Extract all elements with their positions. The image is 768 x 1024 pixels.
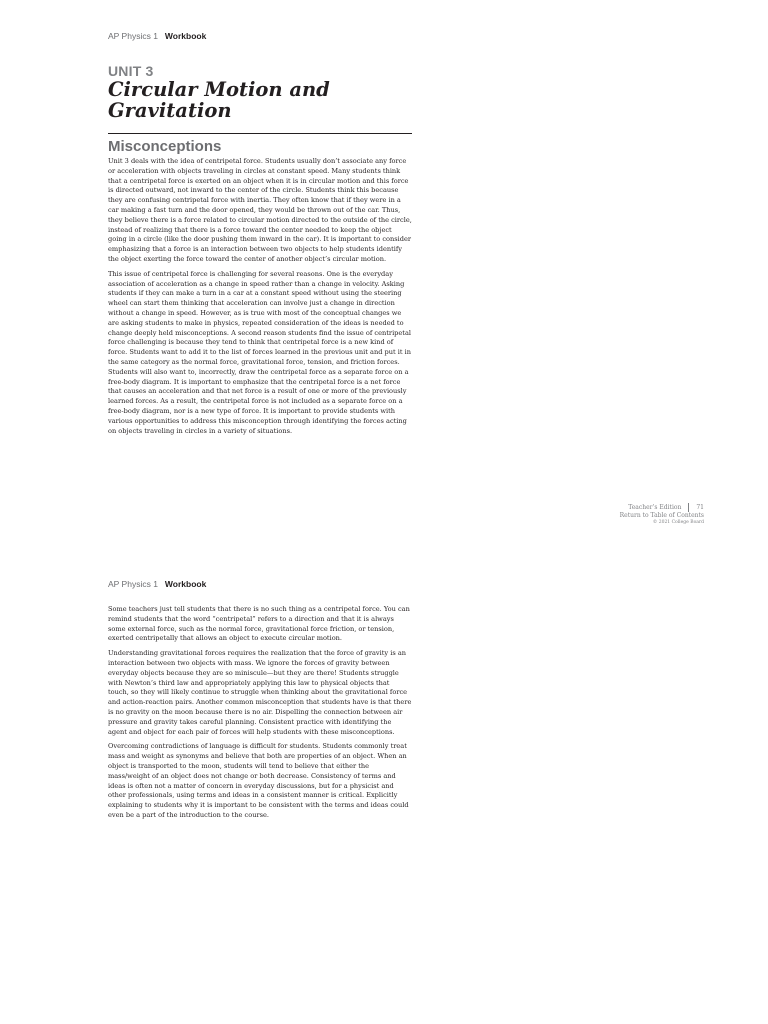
- workbook-label: Workbook: [164, 31, 207, 41]
- paragraph: Some teachers just tell students that there is no such thing as a centripetal force. You can remind students that the word “centripetal” refers to a direction and that it is always some external force, such as the normal force, gravitational force friction, or tension, exerted centripetally that allows an object to execute circular motion.: [108, 605, 410, 643]
- running-head: [108, 579, 206, 589]
- workbook-label: Workbook: [164, 579, 207, 589]
- running-head: [108, 31, 206, 41]
- paragraph: Understanding gravitational forces requires the realization that the force of gravity is an interaction between two objects with mass. We ignore the forces of gravity between everyday objects because they are so miniscule—but they are there! Students struggle with Newton’s third law and appropriately applying this law to physical objects that touch, so they will likely continue to struggle when thinking about the gravitational force and action-reaction pairs. Another common misconception that students have is that there is no gravity on the moon because there is no air. Dispelling the connection between air pressure and gravity takes careful planning. Consistent practice with identifying the agent and object for each pair of forces will help students with these misconceptions.: [108, 649, 412, 736]
- unit-label: UNIT 3: [108, 63, 154, 79]
- paragraph: Unit 3 deals with the idea of centripetal force. Students usually don’t associate any force or acceleration with objects traveling in circles at constant speed. Many students think that a centripetal force is exerted on an object when it is in circular motion and this force is directed outward, not inward to the center of the circle. Students think this because they are confusing centripetal force with inertia. They often know that if they were in a car making a fast turn and the door opened, they would be thrown out of the car. Thus, they believe there is a force related to circular motion directed to the outside of the circle, instead of realizing that there is a force toward the center needed to keep the object going in a circle (like the door pushing them inward in the car). It is important to consider emphasizing that a force is an interaction between two objects to help students identify the object exerting the force toward the center of another object’s circular motion.: [108, 157, 412, 263]
- unit-title: Circular Motion and Gravitation: [108, 78, 330, 122]
- course-name: AP Physics 1: [108, 579, 158, 589]
- page-number: 71: [696, 504, 704, 511]
- edition-label: Teacher’s Edition: [628, 504, 682, 511]
- course-name: AP Physics 1: [108, 31, 158, 41]
- page-two: [0, 548, 768, 1024]
- footer-edition-line: [620, 503, 704, 512]
- paragraph: This issue of centripetal force is challenging for several reasons. One is the everyday association of acceleration as a change in speed rather than a change in velocity. Asking students if they can make a turn in a car at a constant speed without using the steering wheel can start them thinking that acceleration can involve just a change in direction without a change in speed. However, as is true with most of the conceptual changes we are asking students to make in physics, repeated consideration of the ideas is needed to change deeply held misconceptions. A second reason students find the issue of centripetal force challenging is because they tend to think that centripetal force is a new kind of force. Students want to add it to the list of forces learned in the previous unit and put it in the same category as the normal force, gravitational force, tension, and friction forces. Students will also want to, incorrectly, draw the centripetal force as a separate force on a free-body diagram. It is important to emphasize that the centripetal force is a net force that causes an acceleration and that net force is a result of one or more of the previously learned forces. As a result, the centripetal force is not included as a separate force on a free-body diagram, nor is a new type of force. It is important to provide students with various opportunities to address this misconception through identifying the forces acting on objects traveling in circles in a variety of situations.: [108, 269, 411, 435]
- body-text: [108, 157, 412, 441]
- toc-link[interactable]: Return to Table of Contents: [619, 512, 704, 519]
- body-text: [108, 605, 412, 826]
- page-footer: [620, 503, 704, 526]
- copyright: © 2021 College Board: [652, 520, 704, 525]
- paragraph: Overcoming contradictions of language is difficult for students. Students commonly treat mass and weight as synonyms and believe that both are properties of an object. When an object is transported to the moon, students will tend to believe that either the mass/weight of an object does not change or both decrease. Consistency of terms and ideas is often not a matter of concern in everyday discussions, but for a physicist and other professionals, using terms and ideas in a consistent manner is critical. Explicitly explaining to students why it is important to be consistent with the terms and ideas could even be a part of the introduction to the course.: [108, 742, 409, 819]
- title-rule: [108, 133, 412, 134]
- section-heading: Misconceptions: [108, 138, 222, 155]
- footer-divider: [688, 503, 689, 512]
